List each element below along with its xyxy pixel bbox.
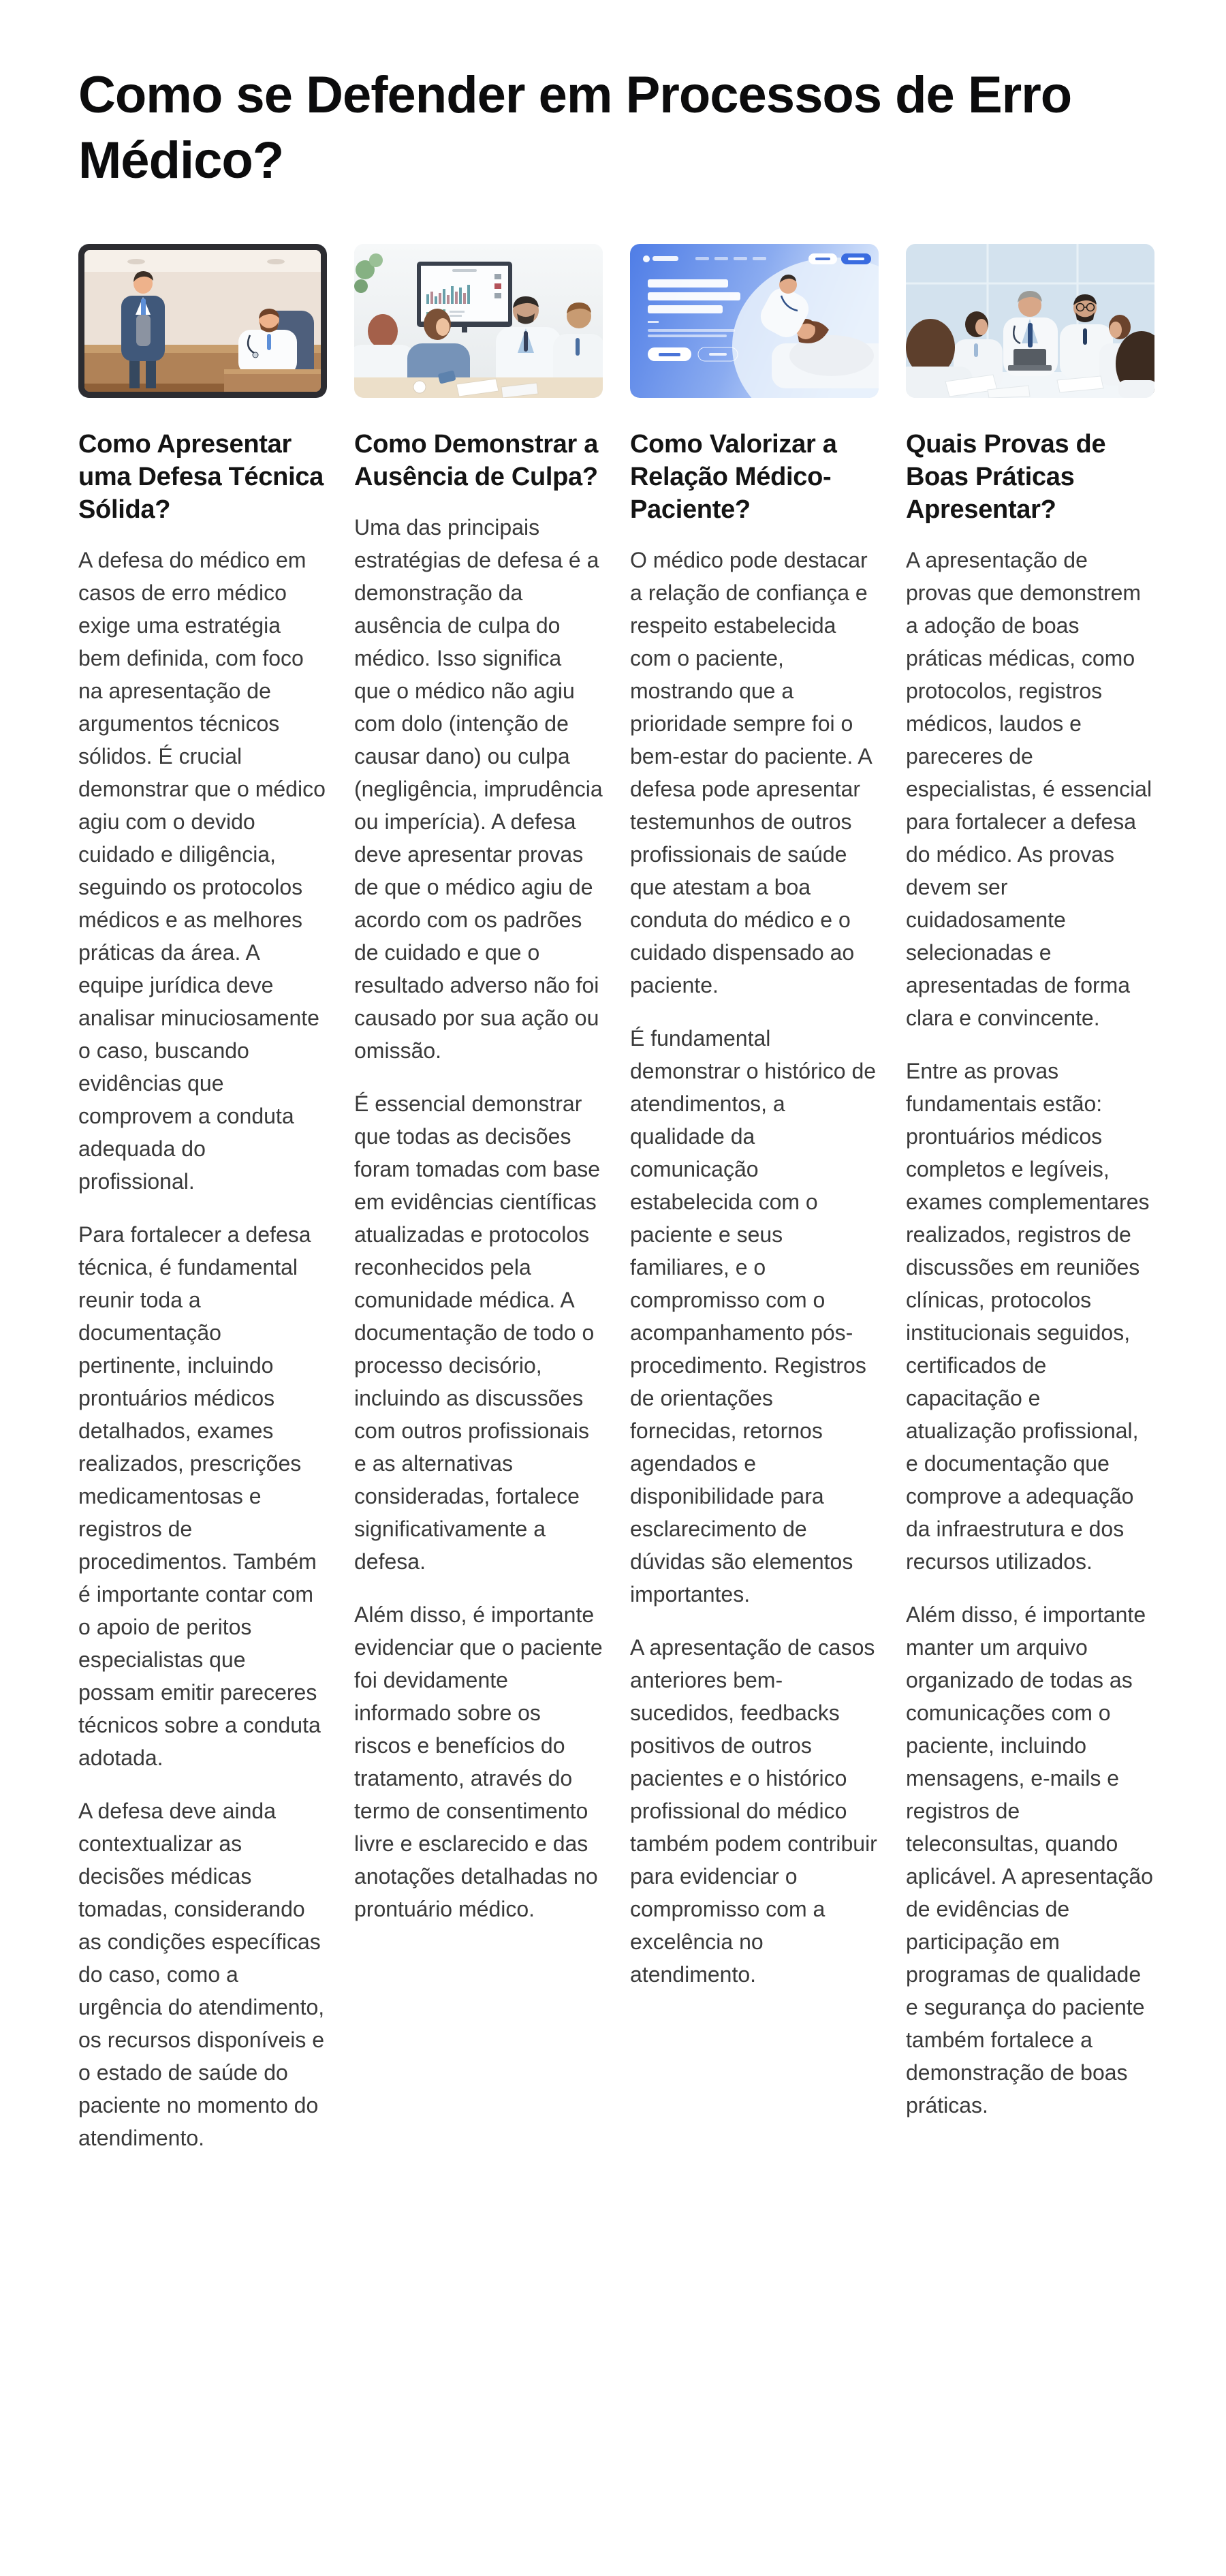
column-paragraph: É essencial demonstrar que todas as decisões foram tomadas com base em evidências científicas atualizadas e protocolos reconhecidos pela comunidade médica. A documentação de todo o processo decisório, incluindo as discussões com outros profissionais e as alternativas consideradas, fortalece significativamente a defesa. xyxy=(354,1091,601,1574)
column-paragraph: Uma das principais estratégias de defesa é a demonstração da ausência de culpa do médico. Isso significa que o médico não agiu com dolo (intenção de causar dano) ou culpa (negligência, imprudência ou imperícia). A defesa deve apresentar provas de que o médico agiu de acordo com os padrões de cuidado e que o resultado adverso não foi causado por sua ação ou omissão. xyxy=(354,515,603,1063)
column-provas-boas-praticas xyxy=(906,244,1154,2175)
column-relacao-medico-paciente xyxy=(630,244,879,2175)
column-paragraph: O médico pode destacar a relação de confiança e respeito estabelecida com o paciente, mostrando que a prioridade sempre foi o bem-estar do paciente. A defesa pode apresentar testemunhos de outros profissionais de saúde que atestam a boa conduta do médico e o cuidado dispensado ao paciente. xyxy=(630,548,871,997)
columns-grid xyxy=(78,244,1154,2175)
column-paragraph: A defesa do médico em casos de erro médico exige uma estratégia bem definida, com foco na apresentação de argumentos técnicos sólidos. É crucial demonstrar que o médico agiu com o devido cuidado e diligência, seguindo os protocolos médicos e as melhores práticas da área. A equipe jurídica deve analisar minuciosamente o caso, buscando evidências que comprovem a conduta adequada do profissional. xyxy=(78,548,326,1194)
column-paragraph: A apresentação de casos anteriores bem-sucedidos, feedbacks positivos de outros pacientes e o histórico profissional do médico também podem contribuir para evidenciar o compromisso com a excelência no atendimento. xyxy=(630,1635,877,1987)
column-heading: Como Valorizar a Relação Médico-Paciente? xyxy=(630,430,837,524)
column-paragraph: É fundamental demonstrar o histórico de atendimentos, a qualidade da comunicação estabelecida com o paciente e seus familiares, e o compromisso com o acompanhamento pós-procedimento. Registros de orientações fornecidas, retornos agendados e disponibilidade para esclarecimento de dúvidas são elementos importantes. xyxy=(630,1026,877,1607)
column-paragraph: Além disso, é importante evidenciar que o paciente foi devidamente informado sobre os riscos e benefícios do tratamento, através do termo de consentimento livre e esclarecido e das anotações detalhadas no prontuário médico. xyxy=(354,1602,603,1921)
doctors-reviewing-documents-photo xyxy=(906,244,1154,398)
column-heading: Como Apresentar uma Defesa Técnica Sólida? xyxy=(78,430,324,524)
column-heading: Quais Provas de Boas Práticas Apresentar? xyxy=(906,430,1106,524)
courtroom-lawyer-doctor-illustration xyxy=(78,244,327,398)
clinic-website-landing-mockup xyxy=(630,244,879,398)
column-paragraph: Para fortalecer a defesa técnica, é fundamental reunir toda a documentação pertinente, incluindo prontuários médicos detalhados, exames realizados, prescrições medicamentosas e registros de procedimentos. Também é importante contar com o apoio de peritos especialistas que possam emitir pareceres técnicos sobre a conduta adotada. xyxy=(78,1222,321,1770)
column-defesa-tecnica xyxy=(78,244,327,2175)
column-paragraph: Além disso, é importante manter um arquivo organizado de todas as comunicações com o paciente, incluindo mensagens, e-mails e registros de teleconsultas, quando aplicável. A apresentação de evidências de participação em programas de qualidade e segurança do paciente também fortalece a demonstração de boas práticas. xyxy=(906,1602,1153,2117)
column-ausencia-culpa xyxy=(354,244,603,2175)
medical-team-meeting-chart-photo xyxy=(354,244,603,398)
courtroom-illustration-svg xyxy=(78,244,327,398)
page-title: Como se Defender em Processos de Erro Médico? xyxy=(78,66,1072,189)
meeting-photo-svg xyxy=(354,244,603,398)
column-heading: Como Demonstrar a Ausência de Culpa? xyxy=(354,430,599,491)
website-mockup-svg xyxy=(630,244,879,398)
courtroom-scene xyxy=(84,250,321,392)
doctors-table-photo-svg xyxy=(906,244,1154,398)
column-paragraph: Entre as provas fundamentais estão: prontuários médicos completos e legíveis, exames complementares realizados, registros de discussões em reuniões clínicas, protocolos institucionais seguidos, certificados de capacitação e atualização profissional, e documentação que comprove a adequação da infraestrutura e dos recursos utilizados. xyxy=(906,1059,1150,1574)
column-paragraph: A defesa deve ainda contextualizar as decisões médicas tomadas, considerando as condições específicas do caso, como a urgência do atendimento, os recursos disponíveis e o estado de saúde do paciente no momento do atendimento. xyxy=(78,1799,325,2150)
column-paragraph: A apresentação de provas que demonstrem a adoção de boas práticas médicas, como protocolos, registros médicos, laudos e pareceres de especialistas, é essencial para fortalecer a defesa do médico. As provas devem ser cuidadosamente selecionadas e apresentadas de forma clara e convincente. xyxy=(906,548,1152,1030)
